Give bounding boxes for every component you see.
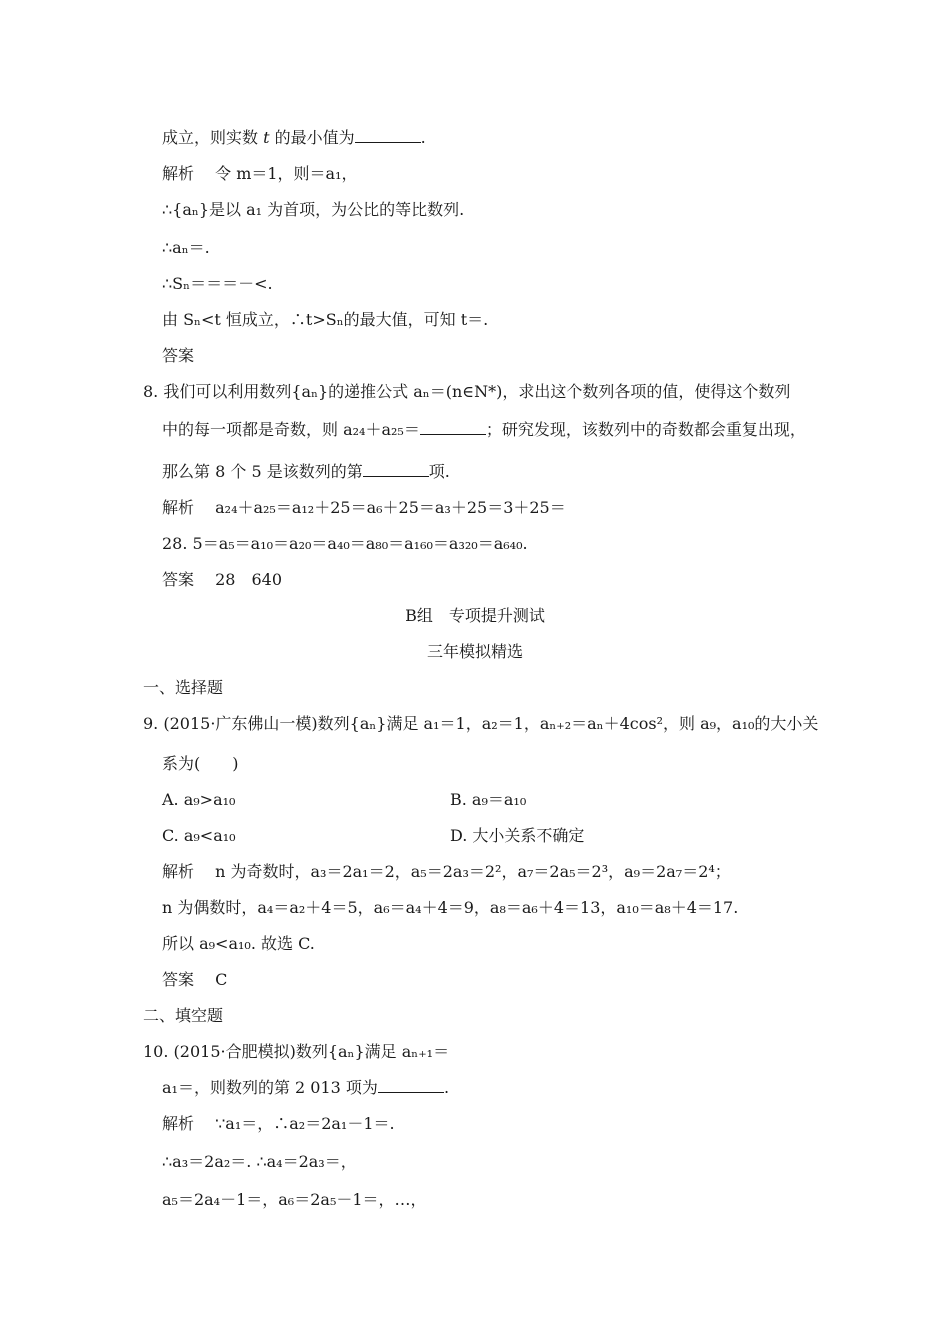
q7-analysis-line-4 (162, 274, 273, 294)
analysis-label: 解析 (162, 1114, 195, 1133)
q9-analysis-line-3: 所以 a₉<a₁₀. 故选 C. (162, 934, 315, 953)
answer-label: 答案 (162, 570, 195, 589)
question-text: 我们可以利用数列{aₙ}的递推公式 aₙ＝(n∈N*)，求出这个数列各项的值，使得这个数列 (163, 382, 791, 401)
section-subtitle: 三年模拟精选 (426, 642, 523, 661)
part-heading-choice: 一、选择题 (143, 678, 224, 697)
analysis-text: 由 Sₙ<t 恒成立，∴t>Sₙ的最大值，可知 t＝. (162, 310, 489, 329)
option-c: C. a₉<a₁₀ (162, 826, 236, 845)
q7-analysis-line-5 (162, 310, 488, 330)
analysis-text: 28. 5＝a₅＝a₁₀＝a₂₀＝a₄₀＝a₈₀＝a₁₆₀＝a₃₂₀＝a₆₄₀. (162, 534, 528, 553)
q8-analysis-line-2 (162, 534, 528, 554)
q8-line-2 (162, 420, 806, 440)
question-number: 9. (143, 714, 159, 733)
q10-analysis-line-2: ∴a₃＝2a₂＝. ∴a₄＝2a₃＝， (162, 1152, 357, 1171)
analysis-label: 解析 (162, 164, 195, 183)
q9-analysis-line-1 (162, 862, 731, 882)
q10-analysis-line-3: a₅＝2a₄－1＝，a₆＝2a₅－1＝，…， (162, 1190, 427, 1209)
option-a: A. a₉>a₁₀ (162, 790, 236, 809)
answer-value: 28 640 (215, 570, 283, 589)
analysis-text: n 为奇数时，a₃＝2a₁＝2，a₅＝2a₃＝2²，a₇＝2a₅＝2³，a₉＝2a₇＝2⁴； (215, 862, 731, 881)
analysis-text: 令 m＝1，则＝a₁， (215, 164, 358, 183)
option-d: D. 大小关系不确定 (450, 826, 585, 845)
question-text: . (443, 1078, 450, 1097)
analysis-text: ∴{aₙ}是以 a₁ 为首项，为公比的等比数列. (162, 200, 465, 219)
question-text: 那么第 8 个 5 是该数列的第 (162, 462, 363, 481)
answer-blank (420, 420, 486, 435)
question-text: 中的每一项都是奇数，则 a₂₄＋a₂₅＝ (162, 420, 420, 439)
analysis-text: ∵a₁＝，∴a₂＝2a₁－1＝. (215, 1114, 395, 1133)
q7-variable: t (263, 128, 270, 147)
q7-text: 成立，则实数 (162, 128, 259, 147)
question-number: 8. (143, 382, 159, 401)
question-text: a₁＝，则数列的第 2 013 项为 (162, 1078, 378, 1097)
q9-answer (162, 970, 227, 990)
q10-line-2 (162, 1078, 449, 1098)
q8-answer (162, 570, 282, 590)
answer-label: 答案 (162, 346, 195, 365)
question-text: ；研究发现，该数列中的奇数都会重复出现， (485, 420, 806, 439)
q7-answer (162, 346, 194, 366)
question-text: (2015·广东佛山一模)数列{aₙ}满足 a₁＝1，a₂＝1，aₙ₊₂＝aₙ＋4cos²，则 a₉，a₁₀的大小关 (163, 714, 819, 733)
answer-blank (378, 1078, 444, 1093)
part-heading-fill: 二、填空题 (143, 1006, 224, 1025)
option-b: B. a₉＝a₁₀ (450, 790, 527, 809)
answer-value: C (215, 970, 228, 989)
answer-blank (355, 128, 421, 143)
q8-line-3 (162, 462, 450, 482)
answer-blank (363, 462, 429, 477)
answer-label: 答案 (162, 970, 195, 989)
q9-analysis-line-2: n 为偶数时，a₄＝a₂＋4＝5，a₆＝a₄＋4＝9，a₈＝a₆＋4＝13，a₁₀＝a₈＋4＝17. (162, 898, 739, 917)
q7-analysis-line-1 (162, 164, 358, 184)
q7-text-2: 的最小值为 (274, 128, 355, 147)
q9-line-2: 系为( ) (162, 754, 239, 773)
question-number: 10. (143, 1042, 169, 1061)
q8-analysis-line-1 (162, 498, 566, 518)
analysis-text: a₂₄＋a₂₅＝a₁₂＋25＝a₆＋25＝a₃＋25＝3＋25＝ (215, 498, 566, 517)
analysis-label: 解析 (162, 862, 195, 881)
q7-analysis-line-2 (162, 200, 464, 220)
section-title: B组 专项提升测试 (405, 606, 545, 625)
q7-continuation (162, 128, 426, 148)
analysis-label: 解析 (162, 498, 195, 517)
q10-line-1 (143, 1042, 449, 1062)
analysis-text: ∴aₙ＝. (162, 238, 210, 257)
question-text: (2015·合肥模拟)数列{aₙ}满足 aₙ₊₁＝ (173, 1042, 450, 1061)
question-text: 项. (428, 462, 450, 481)
q9-line-1 (143, 714, 818, 734)
q8-line-1 (143, 382, 790, 402)
analysis-text: ∴Sₙ＝＝＝－<. (162, 274, 273, 293)
q7-period: . (420, 128, 426, 147)
q10-analysis-line-1 (162, 1114, 395, 1134)
q7-analysis-line-3 (162, 238, 210, 258)
